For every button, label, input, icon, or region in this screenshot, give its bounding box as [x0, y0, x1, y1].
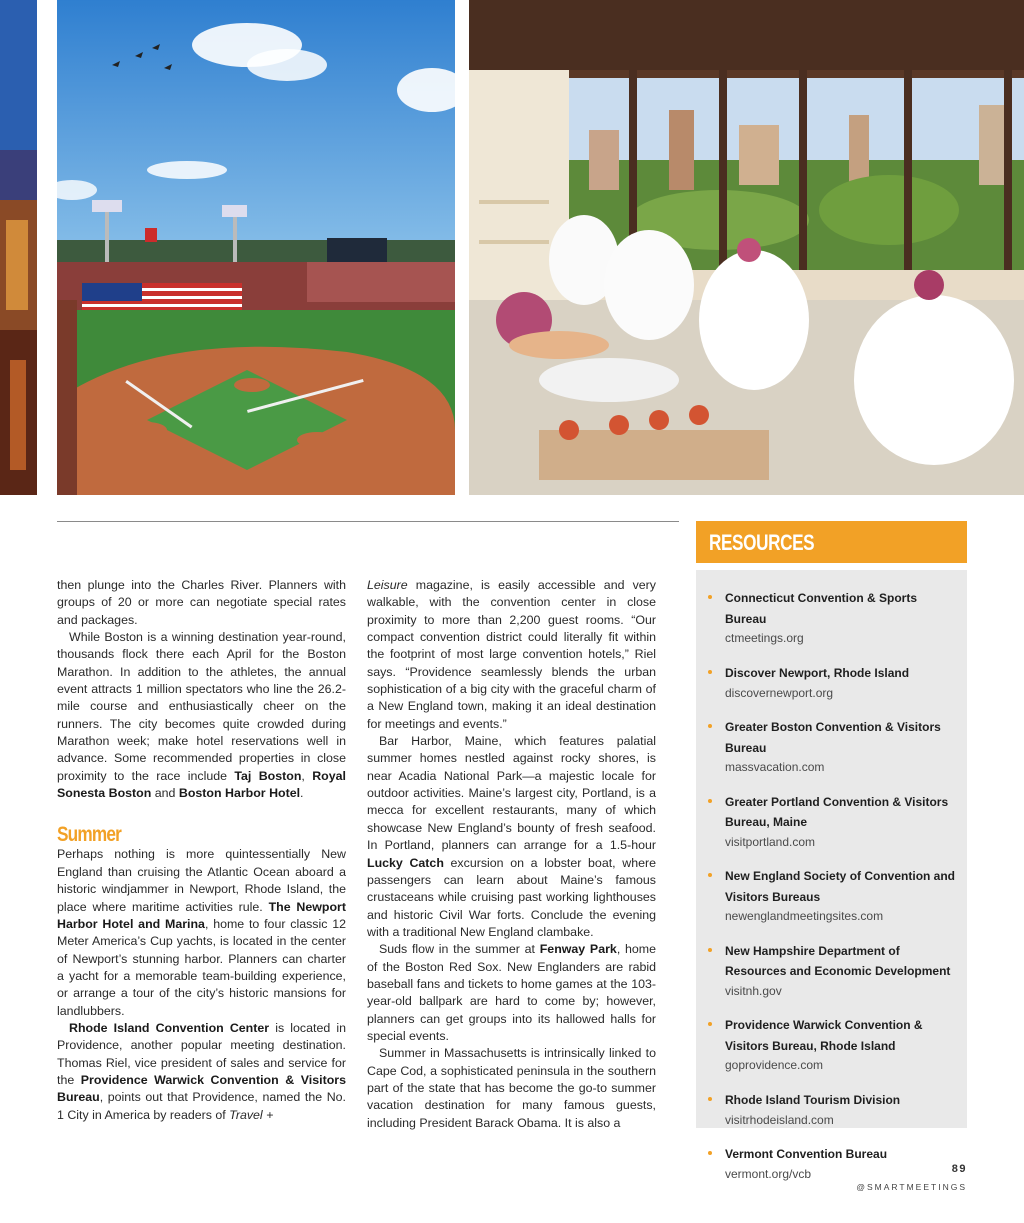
resource-url[interactable]: visitportland.com [725, 834, 816, 849]
resource-url[interactable]: newenglandmeetingsites.com [725, 909, 884, 923]
bold-venue-name: Lucky Catch [367, 855, 444, 870]
bold-venue-name: Providence Warwick Convention & Visitors Bureau [57, 1072, 346, 1105]
resource-url[interactable]: visitnh.gov [725, 983, 782, 998]
section-heading: Summer [57, 823, 121, 847]
body-paragraph: Suds flow in the summer at Fenway Park, home of the Boston Red Sox. New Englanders are rabid baseball fans and tickets to home games at the 103-year-old ballpark are hard to come by; however, planners can get groups into its hallowed halls for special events. [367, 942, 656, 1043]
resource-name: Vermont Convention Bureau [725, 1147, 888, 1161]
resource-url[interactable]: vermont.org/vcb [725, 1167, 812, 1181]
resource-name: Providence Warwick Convention & Visitors Bureau, Rhode Island [725, 1018, 923, 1053]
body-paragraph: Bar Harbor, Maine, which features palatial summer homes nestled against rocky shores, is near Acadia National Park—a majestic locale for outdoor activities. Maine’s largest city, Portland, is a mecca for excellent restaurants, many of which showcase New England’s bounty of fresh seafood. In Portland, planners can arrange for a 1.5-hour Lucky Catch excursion on a lobster boat, where passengers can learn about Maine’s famous crustaceans while cruising past working lighthouses and historic Civil War forts. Conclude the evening with a traditional New England clambake. [367, 734, 656, 939]
resource-url[interactable]: goprovidence.com [725, 1058, 824, 1072]
body-paragraph: Leisure magazine, is easily accessible and very walkable, with the convention center in close proximity to more than 2,200 guest rooms. “Our compact convention district could literally fit within the footprint of most large convention hotels,” Riel says. “Providence seamlessly blends the urban sophistication of a big city with the graceful charm of a New England town, making it an ideal destination for meetings and events.” [367, 578, 656, 731]
resource-name: Greater Boston Convention & Visitors Bureau [725, 720, 941, 755]
resource-name: Rhode Island Tourism Division [725, 1092, 901, 1107]
body-paragraph: Summer in Massachusetts is intrinsically linked to Cape Cod, a sophisticated peninsula in the southern part of the state that has become the go-to summer vacation destination for many famous guests, including President Barack Obama. It is also a [367, 1046, 656, 1130]
resource-name: New England Society of Convention and Visitors Bureaus [725, 869, 956, 904]
hotel-interior-photo-crop [0, 0, 37, 495]
page-number: 89 [951, 1163, 967, 1175]
resource-url[interactable]: visitrhodeisland.com [725, 1112, 834, 1127]
bullet-icon [708, 1097, 712, 1101]
bold-venue-name: Boston Harbor Hotel [178, 786, 301, 801]
resource-name: Greater Portland Convention & Visitors Bureau, Maine [725, 794, 949, 829]
resources-header [696, 521, 967, 563]
body-paragraph: While Boston is a winning destination year-round, thousands flock there each April for the Boston Marathon. In addition to the athletes, the annual event attracts 1 million spectators who line the 26.2-mile course and enthusiastically cheer on the runners. The city becomes quite crowded during Marathon week; make hotel reservations well in advance. Some recommended properties in close proximity to the race include Taj Boston, Royal Sonesta Boston and Boston Harbor Hotel. [57, 630, 346, 801]
italic-text: Leisure [367, 578, 408, 592]
bullet-icon [708, 948, 712, 952]
body-paragraph: Perhaps nothing is more quintessentially New England than cruising the Atlantic Ocean aboard a historic windjammer in Newport, Rhode Island, the place where maritime activities rule. The Newport Harbor Hotel and Marina, home to four classic 12 Meter America’s Cup yachts, is located in the center of Newport’s stunning harbor. Planners can charter a yacht for a memorable team-building experience, or arrange a tour of the city’s historic mansions for landlubbers. [57, 847, 347, 1018]
italic-text: Travel + [229, 1107, 274, 1122]
bold-venue-name: The Newport Harbor Hotel and Marina [57, 899, 346, 931]
resource-url[interactable]: massvacation.com [725, 760, 825, 774]
body-paragraph: then plunge into the Charles River. Planners with groups of 20 or more can negotiate special rates and packages. [57, 578, 346, 627]
section-divider [57, 521, 679, 522]
resource-url[interactable]: ctmeetings.org [725, 631, 804, 645]
bullet-icon [708, 1022, 712, 1026]
bullet-icon [708, 595, 712, 599]
body-paragraph: Rhode Island Convention Center is located in Providence, another popular meeting destination. Thomas Riel, vice president of sales and service for the Providence Warwick Convention & Visitors Bureau, points out that Providence, named the No. 1 City in America by readers of Travel + [57, 1020, 346, 1122]
bullet-icon [708, 1151, 712, 1155]
footer-social-handle: @SMARTMEETINGS [856, 1182, 967, 1192]
bullet-icon [708, 873, 712, 877]
bullet-icon [708, 799, 712, 803]
resource-name: Connecticut Convention & Sports Bureau [725, 591, 917, 626]
resource-name: New Hampshire Department of Resources and Economic Development [725, 943, 951, 978]
bold-venue-name: Rhode Island Convention Center [69, 1020, 270, 1035]
resource-name: Discover Newport, Rhode Island [725, 665, 910, 680]
body-column-1 [57, 577, 346, 1124]
resources-title: RESOURCES [709, 530, 815, 555]
rooftop-banquet-photo [469, 0, 1024, 495]
resource-url[interactable]: discovernewport.org [725, 685, 834, 700]
bullet-icon [708, 670, 712, 674]
bold-venue-name: Taj Boston [234, 768, 302, 783]
bold-venue-name: Royal Sonesta Boston [57, 768, 346, 801]
bold-venue-name: Fenway Park [539, 942, 617, 957]
bullet-icon [708, 724, 712, 728]
fenway-park-photo [57, 0, 455, 495]
body-column-2 [367, 577, 656, 1132]
